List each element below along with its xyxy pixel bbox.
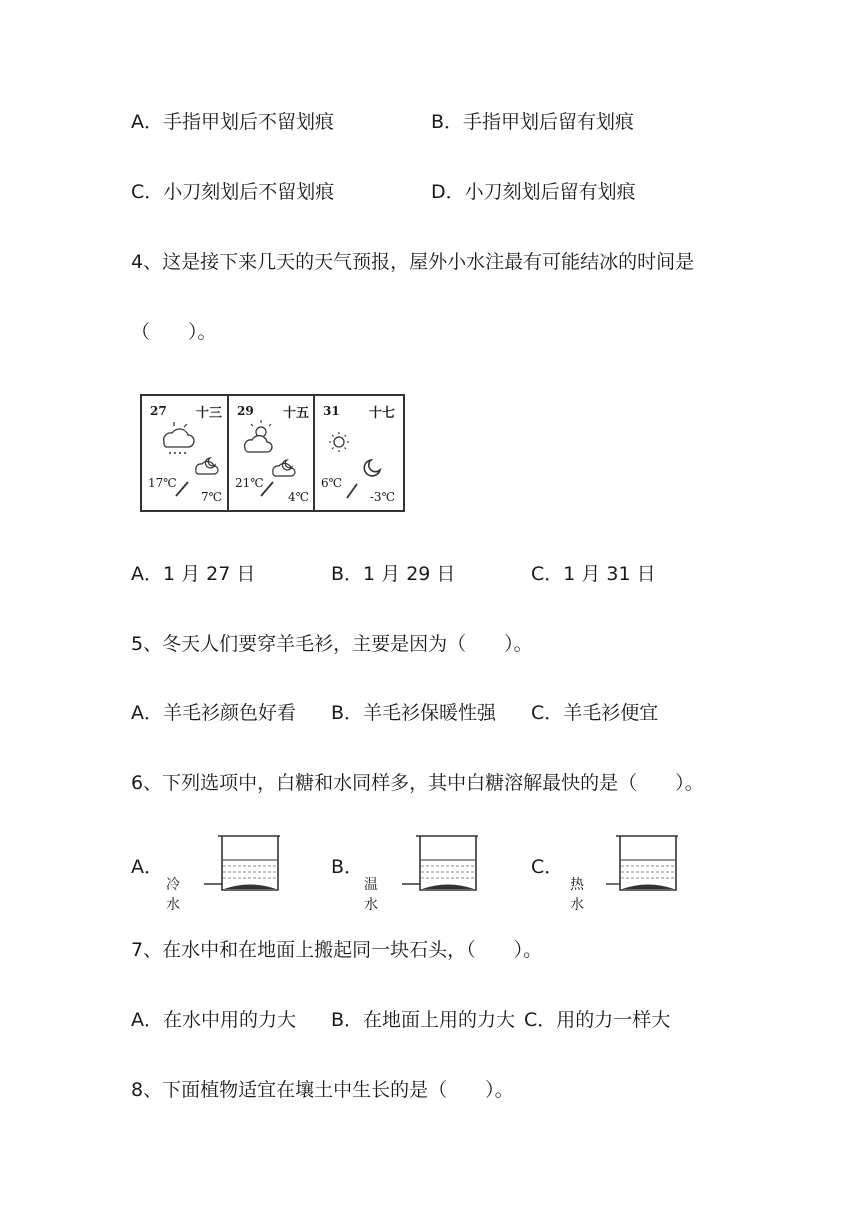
- q6-option-b: B．: [331, 856, 364, 878]
- weather-card-29: [227, 394, 319, 512]
- q3-option-b: B．手指甲划后留有划痕: [431, 111, 635, 133]
- q6-option-c: C．: [531, 856, 564, 878]
- card-high-temp: 21℃: [235, 476, 264, 490]
- card-lunar-date: 十三: [195, 406, 222, 421]
- q4-option-c: C．1 月 31 日: [531, 563, 656, 585]
- q7-option-b: B．在地面上用的力大: [331, 1009, 516, 1031]
- beaker-icon: [570, 834, 690, 896]
- beaker-label: 热水: [570, 877, 584, 913]
- card-day: 29: [237, 404, 254, 418]
- q3-option-d: D．小刀刻划后留有划痕: [431, 181, 636, 203]
- card-day: 27: [150, 404, 167, 418]
- moon-icon: [364, 460, 380, 476]
- card-day: 31: [323, 404, 340, 418]
- q6-option-a: A．: [131, 856, 163, 878]
- q8-stem: 8、下面植物适宜在壤土中生长的是（ ）。: [131, 1079, 514, 1101]
- beaker-icon: [364, 834, 484, 896]
- weather-card-27: [140, 394, 232, 512]
- q7-stem: 7、在水中和在地面上搬起同一块石头，（ ）。: [131, 939, 543, 961]
- beaker-icon: [166, 834, 286, 896]
- card-lunar-date: 十五: [282, 406, 309, 421]
- card-low-temp: 4℃: [287, 490, 309, 504]
- beaker-label: 温水: [364, 877, 378, 913]
- q5-option-a: A．羊毛衫颜色好看: [131, 702, 296, 724]
- q7-option-a: A．在水中用的力大: [131, 1009, 296, 1031]
- cloud-moon-icon: [273, 460, 295, 476]
- q5-option-c: C．羊毛衫便宜: [531, 702, 659, 724]
- cloud-moon-icon: [196, 458, 218, 474]
- card-low-temp: -3℃: [369, 490, 395, 504]
- q4-option-a: A．1 月 27 日: [131, 563, 256, 585]
- q3-option-a: A．手指甲划后不留划痕: [131, 111, 334, 133]
- q4-blank: （ ）。: [131, 321, 217, 343]
- card-high-temp: 17℃: [148, 476, 177, 490]
- beaker-label: 冷水: [166, 877, 180, 913]
- q5-option-b: B．羊毛衫保暖性强: [331, 702, 497, 724]
- q5-stem: 5、冬天人们要穿羊毛衫，主要是因为（ ）。: [131, 633, 533, 655]
- q7-option-c: C．用的力一样大: [524, 1009, 671, 1031]
- card-lunar-date: 十七: [368, 406, 395, 421]
- card-high-temp: 6℃: [321, 476, 343, 490]
- card-low-temp: 7℃: [200, 490, 222, 504]
- q6-stem: 6、下列选项中，白糖和水同样多，其中白糖溶解最快的是（ ）。: [131, 772, 704, 794]
- q4-option-b: B．1 月 29 日: [331, 563, 456, 585]
- q4-stem: 4、这是接下来几天的天气预报，屋外小水注最有可能结冰的时间是: [131, 251, 695, 273]
- weather-card-31: [313, 394, 405, 512]
- q3-option-c: C．小刀刻划后不留划痕: [131, 181, 335, 203]
